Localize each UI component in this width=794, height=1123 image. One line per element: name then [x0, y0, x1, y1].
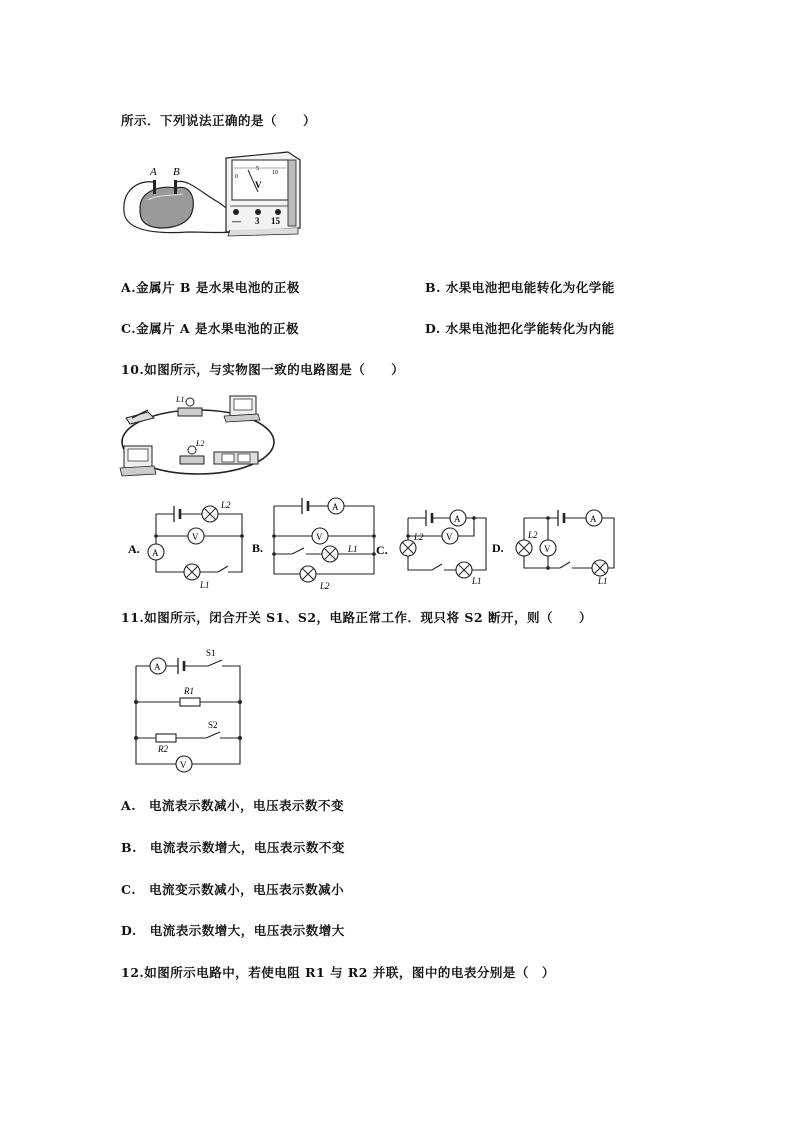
q11-s2-label: S2 [208, 720, 218, 730]
svg-text:V: V [192, 532, 199, 542]
svg-text:L1: L1 [176, 395, 185, 404]
svg-text:L2: L2 [528, 530, 538, 540]
photo-meter-left [120, 446, 156, 476]
svg-text:L1: L1 [200, 580, 210, 590]
photo-switch [126, 410, 154, 424]
svg-text:L1: L1 [348, 544, 358, 554]
q10-option-a-circuit[interactable] [120, 496, 250, 591]
q10-option-c-circuit[interactable] [374, 500, 490, 588]
q11-ammeter-label: A [154, 662, 161, 672]
label-a: A [150, 166, 157, 178]
svg-text:V: V [316, 532, 323, 542]
svg-text:V: V [544, 544, 551, 554]
fruit-shape [140, 187, 193, 228]
q9-option-c[interactable]: C.金属片 A 是水果电池的正极 [121, 321, 299, 336]
svg-text:L1: L1 [472, 576, 482, 586]
svg-text:3: 3 [255, 216, 260, 226]
q10-d-letter: D. [492, 541, 504, 555]
q11-s1-label: S1 [206, 648, 216, 658]
voltmeter-device [226, 152, 300, 236]
q9-option-b[interactable]: B. 水果电池把电能转化为化学能 [425, 280, 615, 295]
q11-r2-label: R2 [158, 744, 168, 754]
q11-option-a[interactable]: A. 电流表示数减小，电压表示数不变 [121, 798, 345, 813]
svg-text:L2: L2 [221, 500, 231, 510]
q11-option-b[interactable]: B. 电流表示数增大，电压表示数不变 [121, 840, 345, 855]
photo-lamp-l1 [175, 395, 202, 416]
q10-option-d-circuit[interactable] [490, 504, 620, 588]
q10-b-letter: B. [252, 541, 264, 555]
svg-text:0: 0 [235, 174, 238, 180]
svg-text:L1: L1 [598, 576, 608, 586]
svg-text:L2: L2 [320, 581, 330, 591]
svg-text:A: A [590, 514, 597, 524]
q9-option-a[interactable]: A.金属片 B 是水果电池的正极 [121, 280, 300, 295]
q9-option-d[interactable]: D. 水果电池把化学能转化为内能 [425, 321, 615, 336]
svg-text:—: — [232, 216, 241, 226]
q10-c-letter: C. [376, 543, 388, 557]
q12-stem: 12.如图所示电路中，若使电阻 R1 与 R2 并联，图中的电表分别是（ ） [121, 965, 555, 980]
q9-stem-tail: 所示．下列说法正确的是（ ） [121, 113, 317, 128]
q11-circuit-figure [118, 640, 258, 780]
svg-text:5: 5 [256, 166, 259, 172]
svg-text:A: A [332, 502, 339, 512]
q11-stem: 11.如图所示，闭合开关 S1、S2，电路正常工作．现只将 S2 断开，则（ ） [121, 610, 592, 625]
q10-stem: 10.如图所示，与实物图一致的电路图是（ ） [121, 362, 405, 377]
svg-text:V: V [446, 532, 453, 542]
photo-lamp-l2 [180, 439, 204, 464]
q11-option-d[interactable]: D. 电流表示数增大，电压表示数增大 [121, 923, 345, 938]
svg-text:15: 15 [271, 216, 280, 226]
svg-text:10: 10 [272, 170, 278, 176]
svg-text:A: A [454, 514, 461, 524]
svg-text:L2: L2 [414, 532, 424, 542]
q11-voltmeter-label: V [180, 760, 187, 770]
photo-battery [214, 452, 258, 464]
volt-symbol: V [255, 180, 262, 190]
q9-fruit-battery-figure [118, 150, 318, 240]
q10-option-b-circuit[interactable] [250, 492, 380, 591]
q11-option-c[interactable]: C. 电流变示数减小，电压表示数减小 [121, 882, 345, 897]
label-b: B [173, 166, 180, 178]
q10-a-letter: A. [128, 542, 140, 556]
svg-text:L2: L2 [196, 439, 205, 448]
svg-text:A: A [152, 548, 159, 558]
q10-physical-circuit-photo [118, 390, 278, 482]
q11-r1-label: R1 [184, 686, 194, 696]
photo-meter-right [224, 396, 260, 422]
